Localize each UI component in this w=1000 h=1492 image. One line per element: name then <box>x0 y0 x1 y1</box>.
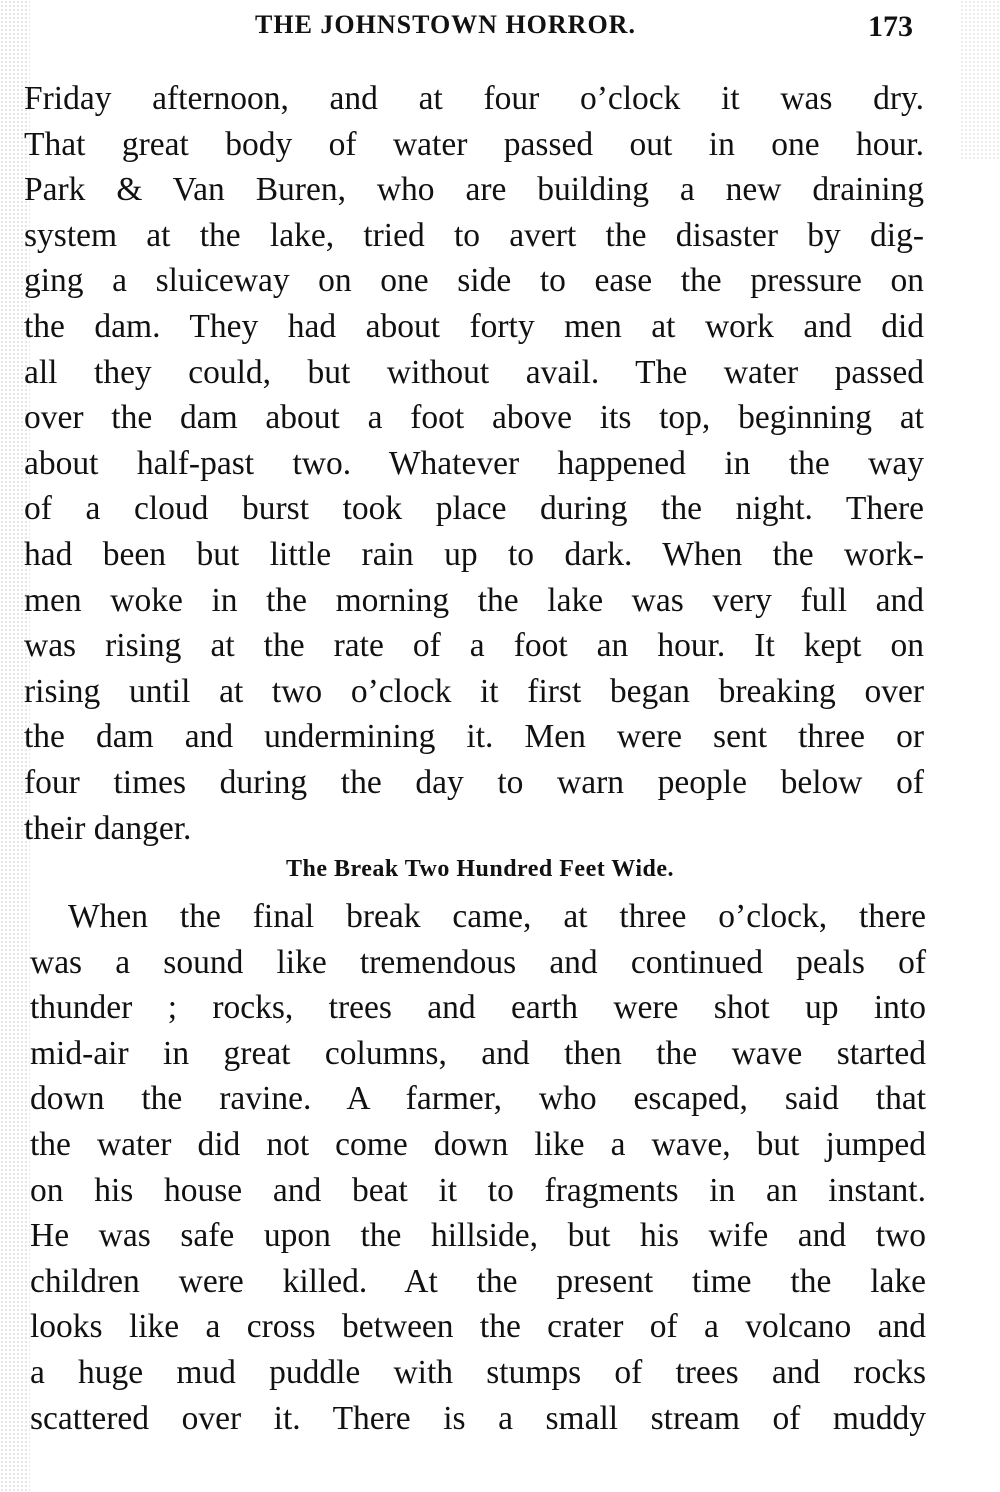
text-line: their danger. <box>24 809 192 847</box>
page-number: 173 <box>868 10 913 43</box>
text-line: looks like a cross between the crater of a volcano and <box>30 1308 926 1346</box>
text-line: the dam. They had about forty men at work and did <box>24 307 924 345</box>
text-line: men woke in the morning the lake was very full and <box>24 581 924 619</box>
text-line: Park & Van Buren, who are building a new draining <box>24 171 924 209</box>
text-line: ging a sluiceway on one side to ease the pressure on <box>24 262 924 300</box>
section-subheading: The Break Two Hundred Feet Wide. <box>285 856 675 882</box>
text-line: rising until at two o’clock it first began breaking over <box>24 672 924 710</box>
text-line: thunder ; rocks, trees and earth were shot up into <box>30 989 926 1027</box>
text-line: down the ravine. A farmer, who escaped, said that <box>30 1080 926 1118</box>
text-line: When the final break came, at three o’clock, there <box>68 898 926 935</box>
text-line: on his house and beat it to fragments in an instant. <box>30 1171 926 1209</box>
text-line: That great body of water passed out in one hour. <box>24 125 924 163</box>
text-line: system at the lake, tried to avert the disaster by dig- <box>24 216 924 254</box>
text-line: the dam and undermining it. Men were sent three or <box>24 718 924 756</box>
text-line: was a sound like tremendous and continued peals of <box>30 943 926 981</box>
text-line: children were killed. At the present time the lake <box>30 1262 926 1300</box>
paragraph-2 <box>30 894 926 1441</box>
text-line: four times during the day to warn people below of <box>24 763 924 801</box>
text-line: scattered over it. There is a small stream of muddy <box>30 1399 926 1437</box>
running-title: THE JOHNSTOWN HORROR. <box>255 10 636 39</box>
text-line: over the dam about a foot above its top, beginning at <box>24 399 924 437</box>
text-line: Friday afternoon, and at four o’clock it was dry. <box>24 80 924 117</box>
text-line: the water did not come down like a wave, but jumped <box>30 1125 926 1163</box>
text-line: had been but little rain up to dark. When the work- <box>24 535 924 573</box>
paragraph-1 <box>24 76 924 851</box>
text-line: a huge mud puddle with stumps of trees and rocks <box>30 1353 926 1391</box>
text-line: mid-air in great columns, and then the wave started <box>30 1034 926 1072</box>
text-line: all they could, but without avail. The water passed <box>24 353 924 391</box>
text-line: He was safe upon the hillside, but his wife and two <box>30 1217 926 1255</box>
running-head <box>0 6 1000 46</box>
text-line: about half-past two. Whatever happened in the way <box>24 444 924 482</box>
text-line: of a cloud burst took place during the night. There <box>24 490 924 528</box>
text-line: was rising at the rate of a foot an hour. It kept on <box>24 627 924 665</box>
